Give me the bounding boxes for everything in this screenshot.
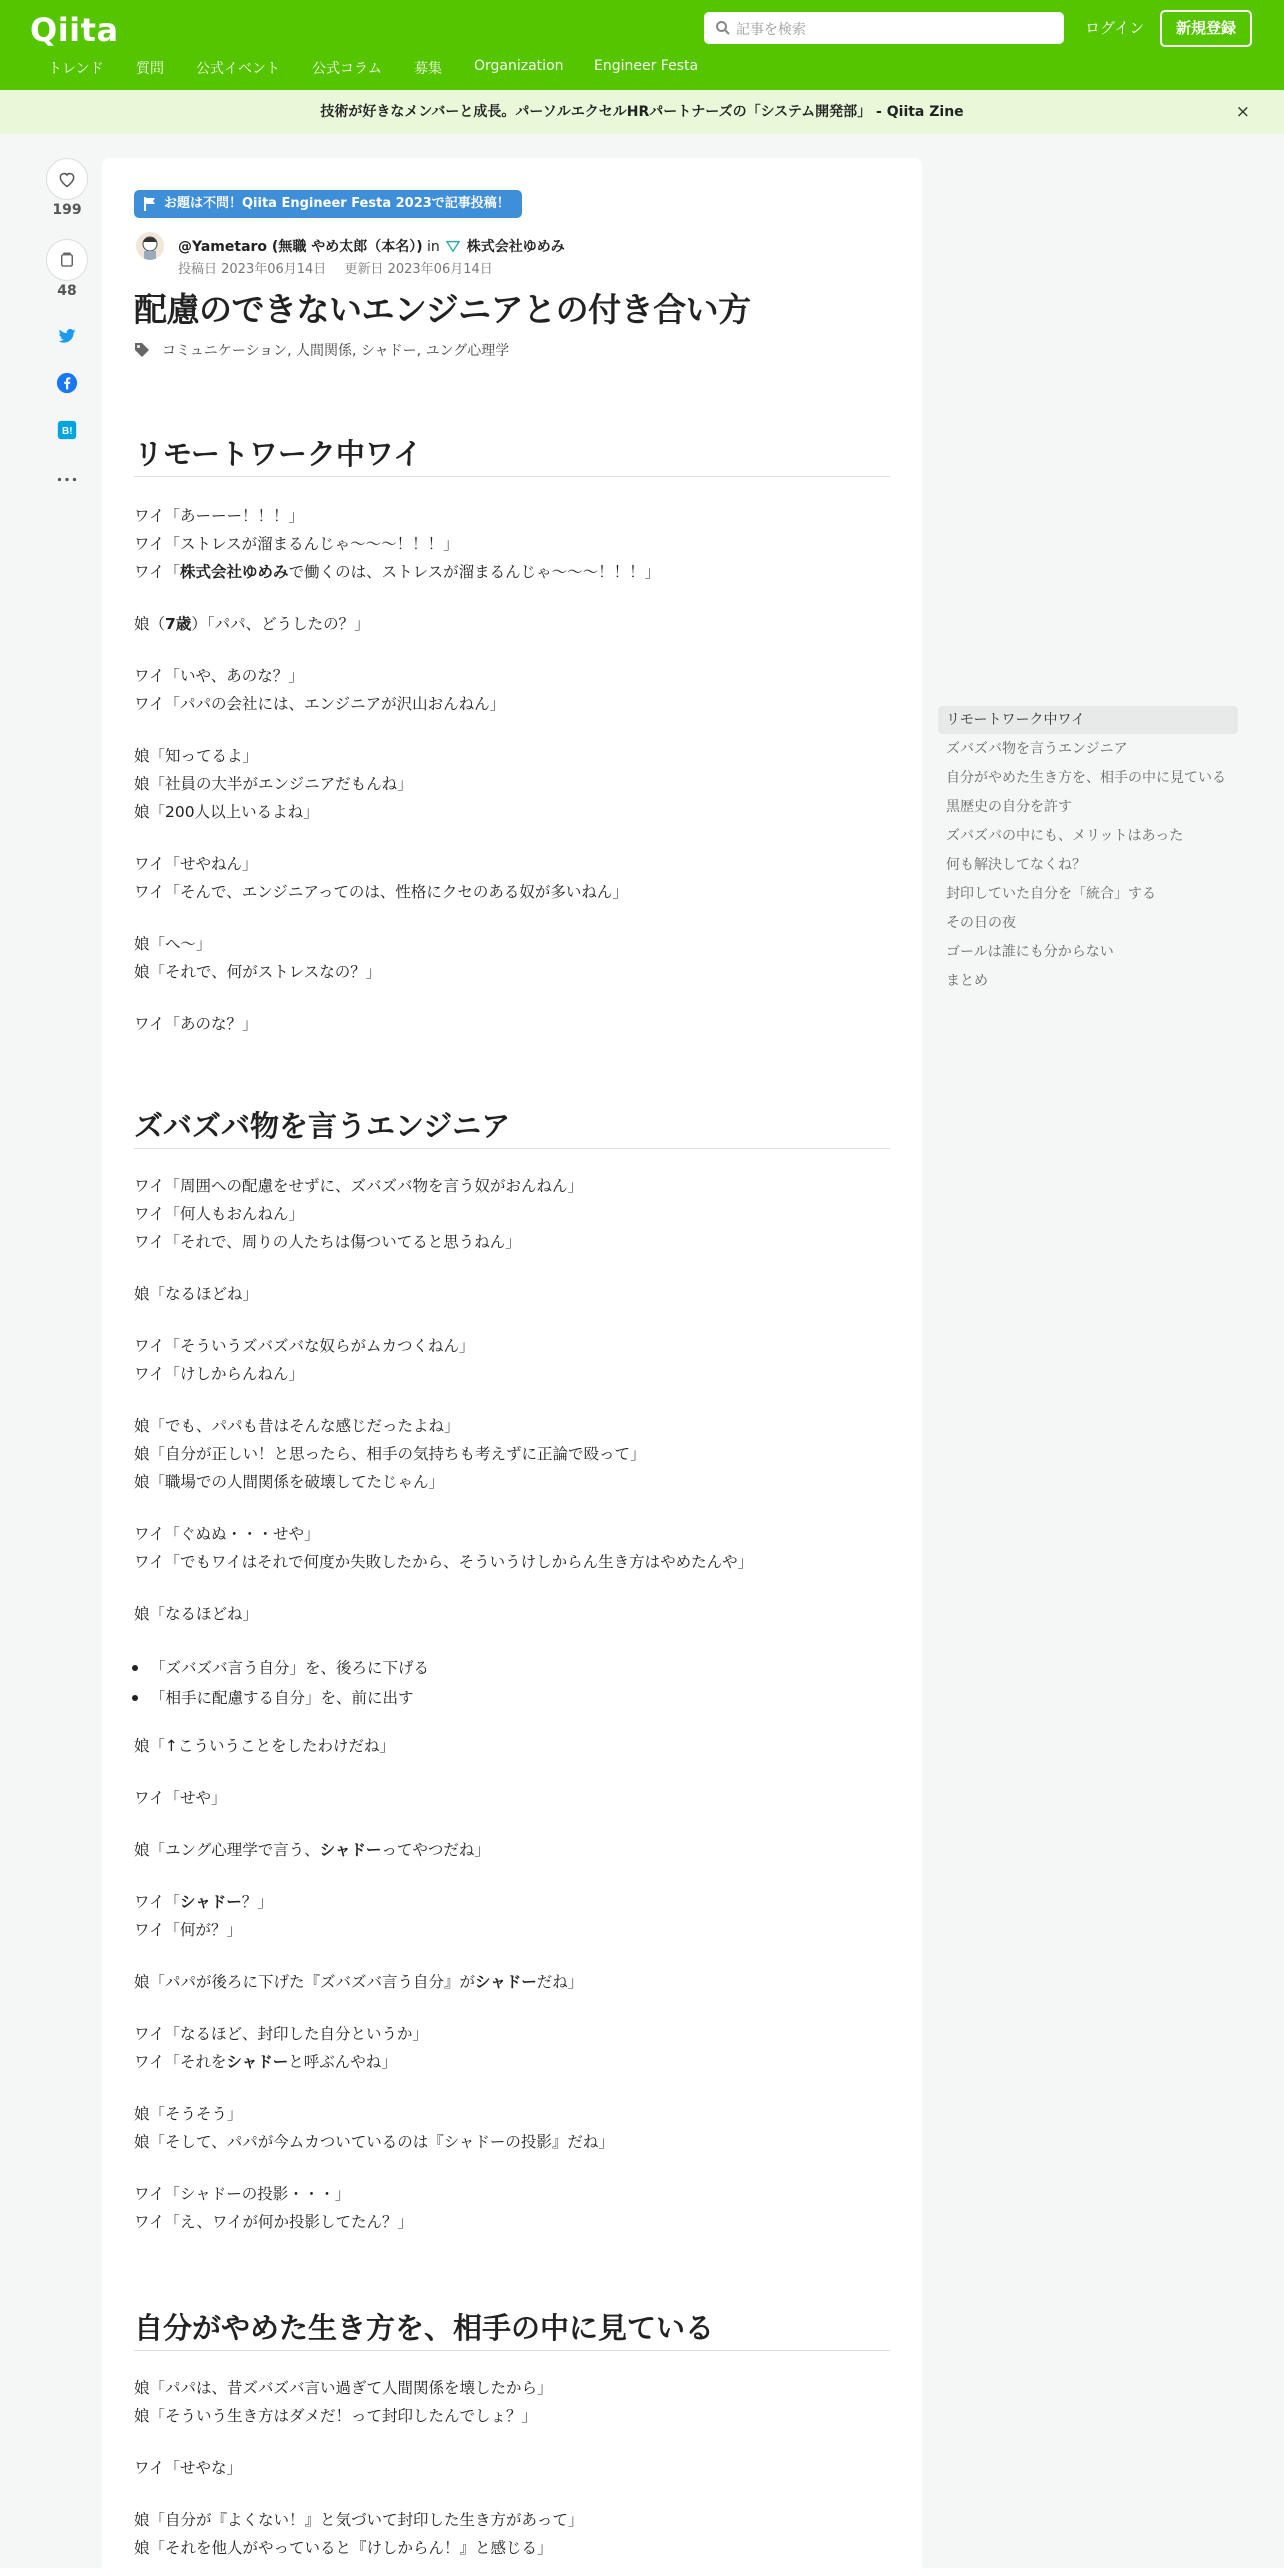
bold-text: 7歳 bbox=[165, 615, 192, 633]
tags-text[interactable]: コミュニケーション, 人間関係, シャドー, ユング心理学 bbox=[162, 343, 510, 359]
author-in: in bbox=[427, 239, 440, 255]
article-title: 配慮のできないエンジニアとの付き合い方 bbox=[134, 290, 751, 329]
updated-date: 更新日 2023年06月14日 bbox=[344, 262, 493, 277]
toc-item[interactable]: まとめ bbox=[946, 973, 988, 989]
posted-date: 投稿日 2023年06月14日 bbox=[178, 262, 327, 277]
dialogue-line: 娘「なるほどね」 bbox=[134, 1285, 259, 1303]
dialogue-line: ワイ「パパの会社には、エンジニアが沢山おんねん」 bbox=[134, 695, 506, 713]
avatar[interactable] bbox=[136, 232, 164, 260]
dialogue-line: ワイ「そういうズバズバな奴らがムカつくねん」 bbox=[134, 1337, 475, 1355]
facebook-icon[interactable] bbox=[56, 372, 78, 394]
festa-badge[interactable] bbox=[134, 190, 522, 218]
section-heading: 自分がやめた生き方を、相手の中に見ている bbox=[134, 2311, 715, 2345]
dialogue-line: ワイ「せやな」 bbox=[134, 2459, 243, 2477]
org-name[interactable]: 株式会社ゆめみ bbox=[466, 239, 565, 255]
dialogue-line: 娘「自分が正しい！と思ったら、相手の気持ちも考えずに正論で殴って」 bbox=[134, 1445, 646, 1463]
toc-item[interactable]: ゴールは誰にも分からない bbox=[946, 944, 1114, 960]
toc-item[interactable]: リモートワーク中ワイ bbox=[938, 706, 1238, 734]
dialogue-line: ワイ「それで、周りの人たちは傷ついてると思うねん」 bbox=[134, 1233, 521, 1251]
toc-item[interactable]: その日の夜 bbox=[946, 915, 1016, 931]
heading-divider bbox=[134, 2350, 890, 2351]
dialogue-line: ワイ「それをシャドーと呼ぶんやね」 bbox=[134, 2053, 397, 2071]
nav-engineer-festa[interactable]: Engineer Festa bbox=[594, 58, 699, 74]
dialogue-line: 娘「そして、パパが今ムカついているのは『シャドーの投影』だね」 bbox=[134, 2133, 614, 2151]
dialogue-line: ワイ「せや」 bbox=[134, 1789, 227, 1807]
nav-trend[interactable]: トレンド bbox=[48, 61, 104, 77]
article-dates bbox=[178, 258, 493, 277]
dialogue-line: ワイ「あのな？」 bbox=[134, 1015, 258, 1033]
stock-count: 48 bbox=[57, 283, 77, 299]
toc-item[interactable]: 自分がやめた生き方を、相手の中に見ている bbox=[946, 770, 1226, 786]
dialogue-line: ワイ「でもワイはそれで何度か失敗したから、そういうけしからん生き方はやめたんや」 bbox=[134, 1553, 754, 1571]
dialogue-line: 娘「↑こういうことをしたわけだね」 bbox=[134, 1737, 395, 1755]
dialogue-line: ワイ「ストレスが溜まるんじゃ〜〜〜！！！」 bbox=[134, 535, 459, 553]
like-button[interactable] bbox=[46, 158, 88, 200]
dialogue-line: 娘「自分が『よくない！』と気づいて封印した生き方があって」 bbox=[134, 2511, 584, 2529]
twitter-icon[interactable] bbox=[56, 326, 78, 346]
dialogue-line: ワイ「ぐぬぬ・・・せや」 bbox=[134, 1525, 320, 1543]
dialogue-line: 娘「200人以上いるよね」 bbox=[134, 803, 319, 821]
list-item: 「相手に配慮する自分」を、前に出す bbox=[150, 1686, 414, 1708]
avatar-image bbox=[136, 232, 164, 260]
heading-divider bbox=[134, 476, 890, 477]
nav-questions[interactable]: 質問 bbox=[136, 61, 164, 77]
nav-organization[interactable]: Organization bbox=[474, 58, 564, 74]
dialogue-line: ワイ「シャドーの投影・・・」 bbox=[134, 2185, 351, 2203]
login-link[interactable]: ログイン bbox=[1085, 19, 1145, 37]
dialogue-line: 娘「そうそう」 bbox=[134, 2105, 243, 2123]
dialogue-line: 娘「それを他人がやっていると『けしからん！』と感じる」 bbox=[134, 2539, 553, 2557]
stock-icon bbox=[58, 250, 76, 270]
dialogue-line: ワイ「あーーー！！！」 bbox=[134, 507, 305, 525]
dialogue-line: 娘「知ってるよ」 bbox=[134, 747, 259, 765]
section-heading: ズバズバ物を言うエンジニア bbox=[134, 1109, 511, 1143]
dialogue-line: ワイ「周囲への配慮をせずに、ズバズバ物を言う奴がおんねん」 bbox=[134, 1177, 584, 1195]
heading-divider bbox=[134, 1148, 890, 1149]
dialogue-line: 娘「それで、何がストレスなの？」 bbox=[134, 963, 382, 981]
search-box[interactable] bbox=[704, 12, 1064, 44]
dialogue-line: 娘（7歳）「パパ、どうしたの？」 bbox=[134, 615, 370, 633]
dialogue-line: ワイ「せやねん」 bbox=[134, 855, 258, 873]
search-icon bbox=[715, 20, 731, 36]
dialogue-line: 娘「でも、パパも昔はそんな感じだったよね」 bbox=[134, 1417, 460, 1435]
dialogue-line: 娘「社員の大半がエンジニアだもんね」 bbox=[134, 775, 413, 793]
section-heading: リモートワーク中ワイ bbox=[134, 437, 422, 471]
bold-text: シャドー bbox=[180, 1893, 242, 1911]
flag-icon bbox=[144, 197, 156, 211]
dialogue-line: ワイ「けしからんねん」 bbox=[134, 1365, 305, 1383]
dialogue-line: 娘「パパが後ろに下げた『ズバズバ言う自分』がシャドーだね」 bbox=[134, 1973, 584, 1991]
dialogue-line: ワイ「そんで、エンジニアってのは、性格にクセのある奴が多いねん」 bbox=[134, 883, 628, 901]
dialogue-line: ワイ「シャドー？」 bbox=[134, 1893, 273, 1911]
nav-events[interactable]: 公式イベント bbox=[196, 61, 280, 77]
more-icon[interactable] bbox=[57, 476, 77, 483]
toc-item[interactable]: 何も解決してなくね？ bbox=[946, 857, 1086, 873]
article-card bbox=[102, 158, 922, 2568]
author-name[interactable]: @Yametaro (無職 やめ太郎（本名）) bbox=[178, 239, 423, 255]
like-count: 199 bbox=[52, 202, 82, 218]
nav-columns[interactable]: 公式コラム bbox=[312, 61, 382, 77]
dialogue-line: 娘「職場での人間関係を破壊してたじゃん」 bbox=[134, 1473, 445, 1491]
dialogue-line: ワイ「何が？」 bbox=[134, 1921, 243, 1939]
toc-item[interactable]: 封印していた自分を「統合」する bbox=[946, 886, 1156, 902]
bold-text: 株式会社ゆめみ bbox=[180, 563, 289, 581]
heart-icon bbox=[57, 169, 77, 189]
toc-item[interactable]: 黒歴史の自分を許す bbox=[946, 799, 1072, 815]
signup-button[interactable]: 新規登録 bbox=[1160, 10, 1252, 47]
org-icon bbox=[446, 239, 460, 253]
festa-text: お題は不問！Qiita Engineer Festa 2023で記事投稿！ bbox=[164, 196, 510, 211]
bold-text: シャドー bbox=[319, 1841, 382, 1859]
dialogue-line: 娘「なるほどね」 bbox=[134, 1605, 259, 1623]
dialogue-line: ワイ「なるほど、封印した自分というか」 bbox=[134, 2025, 429, 2043]
dialogue-line: 娘「そういう生き方はダメだ！って封印したんでしょ？」 bbox=[134, 2407, 538, 2425]
bold-text: シャドー bbox=[226, 2053, 289, 2071]
tag-icon bbox=[134, 342, 150, 358]
qiita-logo[interactable]: Qiita bbox=[30, 11, 119, 49]
hatena-bookmark-icon[interactable] bbox=[57, 420, 77, 440]
site-header bbox=[0, 0, 1284, 90]
toc-item[interactable]: ズバズバ物を言うエンジニア bbox=[946, 741, 1128, 757]
bold-text: シャドー bbox=[475, 1973, 537, 1991]
stock-button[interactable] bbox=[46, 239, 88, 281]
promo-banner[interactable] bbox=[0, 90, 1284, 134]
author-line bbox=[178, 236, 565, 256]
dialogue-line: 娘「ユング心理学で言う、シャドーってやつだね」 bbox=[134, 1841, 490, 1859]
banner-text[interactable]: 技術が好きなメンバーと成長。パーソルエクセルHRパートナーズの「システム開発部」 - Qiita Zine bbox=[320, 104, 964, 120]
dialogue-line: 娘「へ〜」 bbox=[134, 935, 212, 953]
toc-item[interactable]: ズバズバの中にも、メリットはあった bbox=[946, 828, 1184, 844]
search-input[interactable]: 記事を検索 bbox=[736, 22, 806, 38]
nav-recruit[interactable]: 募集 bbox=[414, 61, 442, 77]
dialogue-line: ワイ「何人もおんねん」 bbox=[134, 1205, 305, 1223]
dialogue-line: ワイ「いや、あのな？」 bbox=[134, 667, 304, 685]
list-item: 「ズバズバ言う自分」を、後ろに下げる bbox=[150, 1656, 429, 1678]
dialogue-line: 娘「パパは、昔ズバズバ言い過ぎて人間関係を壊したから」 bbox=[134, 2379, 553, 2397]
close-icon[interactable]: × bbox=[1235, 102, 1250, 122]
dialogue-line: ワイ「え、ワイが何か投影してたん？」 bbox=[134, 2213, 414, 2231]
dialogue-line: ワイ「株式会社ゆめみで働くのは、ストレスが溜まるんじゃ〜〜〜！！！」 bbox=[134, 563, 661, 581]
svg-text:B!: B! bbox=[62, 426, 73, 438]
